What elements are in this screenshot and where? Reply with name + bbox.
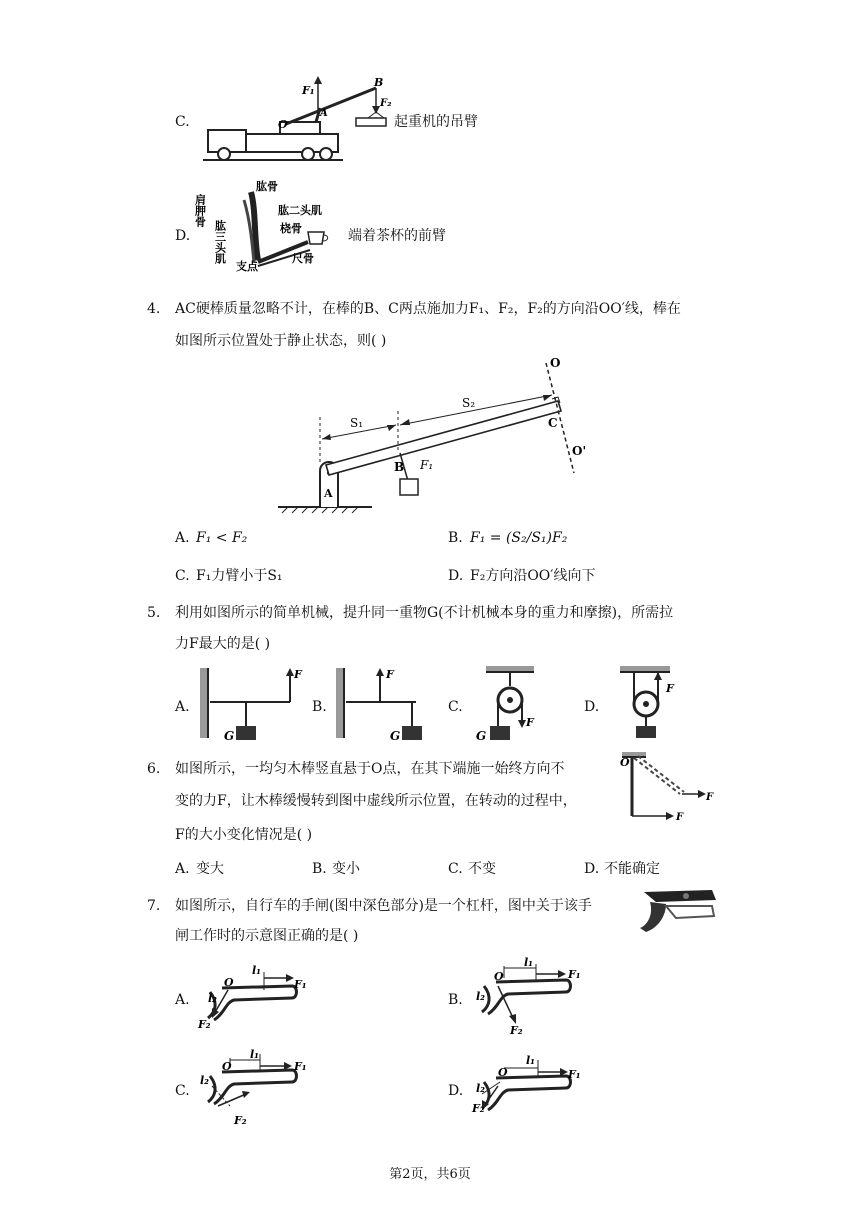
q4-option-a-text: F₁ < F₂ bbox=[196, 530, 248, 546]
crane-figure bbox=[198, 74, 392, 164]
q7-option-b-label: B. bbox=[448, 992, 463, 1008]
q7-option-d-label: D. bbox=[448, 1083, 464, 1099]
q5a-label-g: G bbox=[224, 729, 235, 743]
q5-option-d-label: D. bbox=[584, 699, 600, 715]
arm-label-gongerkuoji: 肱二头肌 bbox=[278, 204, 322, 217]
q3-option-d-text: 端着茶杯的前臂 bbox=[348, 228, 446, 244]
q5-stem-line2: 力F最大的是( ) bbox=[175, 636, 271, 652]
q5-option-b-label: B. bbox=[312, 699, 327, 715]
q5-number: 5. bbox=[147, 605, 161, 621]
q7a-label-l1: l₁ bbox=[252, 964, 261, 977]
arm-label-jianjiagu: 肩胛骨 bbox=[193, 194, 207, 227]
q4-label-s2: S₂ bbox=[462, 396, 476, 410]
q5c-label-f: F bbox=[526, 716, 534, 729]
q7d-label-o: O bbox=[498, 1066, 508, 1079]
q7c-label-o: O bbox=[222, 1060, 232, 1073]
page-footer: 第2页，共6页 bbox=[389, 1167, 471, 1182]
q4-label-o2: O' bbox=[572, 444, 587, 458]
q7b-label-f2: F₂ bbox=[510, 1024, 523, 1037]
q7a-label-f2: F₂ bbox=[198, 1018, 211, 1031]
q5-option-a-label: A. bbox=[175, 699, 190, 715]
q4-option-d-label: D. bbox=[448, 568, 464, 584]
q7a-label-l2: l₂ bbox=[208, 992, 217, 1005]
q5-figure-b bbox=[330, 664, 440, 744]
q6-option-c-text: 不变 bbox=[468, 861, 496, 877]
q7-figure-b bbox=[468, 956, 588, 1036]
q7a-label-o: O bbox=[224, 976, 234, 989]
q3-option-d-label: D. bbox=[175, 228, 191, 244]
q6-option-a-text: 变大 bbox=[196, 861, 224, 877]
q7-option-c-label: C. bbox=[175, 1083, 190, 1099]
q4-number: 4. bbox=[147, 301, 161, 317]
arm-label-zhidian: 支点 bbox=[236, 260, 258, 273]
q4-label-b: B bbox=[394, 460, 405, 474]
crane-label-o: O bbox=[278, 118, 288, 131]
q7d-label-l2: l₂ bbox=[476, 1082, 485, 1095]
q7c-label-f2: F₂ bbox=[234, 1114, 247, 1127]
q4-label-o: O bbox=[550, 356, 561, 370]
q6-option-c-label: C. bbox=[448, 861, 463, 877]
q4-option-c-label: C. bbox=[175, 568, 190, 584]
q4-lever-figure bbox=[276, 355, 596, 515]
crane-label-f2: F₂ bbox=[380, 98, 392, 109]
q5c-label-g: G bbox=[476, 729, 487, 743]
q7-figure-c bbox=[194, 1046, 314, 1126]
q6-stem-line2: 变的力F，让木棒缓慢转到图中虚线所示位置，在转动的过程中， bbox=[175, 793, 577, 809]
arm-label-raogu: 桡骨 bbox=[280, 222, 302, 235]
q4-option-c-text: F₁力臂小于S₁ bbox=[196, 568, 283, 584]
q6-label-f2: F bbox=[676, 812, 684, 823]
q6-option-b-label: B. bbox=[312, 861, 327, 877]
q4-stem-line2: 如图所示位置处于静止状态，则( ) bbox=[175, 333, 387, 349]
q7d-label-f1: F₁ bbox=[568, 1068, 581, 1081]
q6-label-o: O bbox=[620, 756, 630, 769]
q4-stem-line1: AC硬棒质量忽略不计，在棒的B、C两点施加力F₁、F₂，F₂的方向沿OO′线，棒在 bbox=[175, 301, 681, 317]
q7-option-a-label: A. bbox=[175, 992, 190, 1008]
q5d-label-f: F bbox=[666, 682, 674, 695]
q7b-label-l2: l₂ bbox=[476, 990, 485, 1003]
q7-figure-d bbox=[468, 1052, 588, 1122]
arm-label-gonggu: 肱骨 bbox=[256, 180, 278, 193]
q5-figure-a bbox=[194, 664, 304, 744]
q4-option-d-text: F₂方向沿OO′线向下 bbox=[470, 568, 596, 584]
q4-label-f1: F₁ bbox=[420, 458, 434, 472]
q7c-label-l2: l₂ bbox=[200, 1074, 209, 1087]
q7-figure-a bbox=[194, 962, 314, 1032]
q4-label-a: A bbox=[324, 487, 333, 500]
q7c-label-l1: l₁ bbox=[250, 1048, 259, 1061]
q3-option-c-text: 起重机的吊臂 bbox=[394, 114, 478, 130]
q6-stem-line3: F的大小变化情况是( ) bbox=[175, 827, 313, 843]
q4-option-b-text: F₁ = (S₂/S₁)F₂ bbox=[470, 530, 568, 546]
q4-option-a-label: A. bbox=[175, 530, 190, 546]
crane-label-b: B bbox=[374, 76, 384, 89]
q6-option-a-label: A. bbox=[175, 861, 190, 877]
q7d-label-f2: F₂ bbox=[472, 1102, 485, 1115]
q6-label-f1: F bbox=[706, 792, 714, 803]
q5-stem-line1: 利用如图所示的简单机械，提升同一重物G(不计机械本身的重力和摩擦)，所需拉 bbox=[175, 605, 674, 621]
q4-option-b-label: B. bbox=[448, 530, 463, 546]
q6-stem-line1: 如图所示，一均匀木棒竖直悬于O点，在其下端施一始终方向不 bbox=[175, 761, 565, 777]
crane-label-a: A bbox=[320, 108, 328, 119]
arm-label-gongsantouji: 肱三头肌 bbox=[213, 220, 227, 264]
q7-handbrake-photo bbox=[636, 886, 718, 934]
q3-option-c-label: C. bbox=[175, 114, 190, 130]
q7-stem-line2: 闸工作时的示意图正确的是( ) bbox=[175, 928, 359, 944]
crane-label-f1: F₁ bbox=[302, 84, 315, 97]
q6-option-b-text: 变小 bbox=[332, 861, 360, 877]
q4-label-s1: S₁ bbox=[350, 416, 364, 430]
q4-label-c: C bbox=[548, 416, 558, 430]
forearm-figure bbox=[193, 180, 346, 280]
q7b-label-l1: l₁ bbox=[524, 956, 533, 969]
q7b-label-f1: F₁ bbox=[568, 968, 581, 981]
q7-stem-line1: 如图所示，自行车的手闸(图中深色部分)是一个杠杆，图中关于该手 bbox=[175, 898, 592, 914]
q6-option-d-text: 不能确定 bbox=[604, 861, 660, 877]
q7-number: 7. bbox=[147, 898, 161, 914]
q5a-label-f: F bbox=[294, 668, 302, 681]
q7b-label-o: O bbox=[494, 970, 504, 983]
q5b-label-f: F bbox=[386, 668, 394, 681]
q5-option-c-label: C. bbox=[448, 699, 463, 715]
q5-figure-c bbox=[472, 664, 552, 744]
q5b-label-g: G bbox=[390, 729, 401, 743]
q6-number: 6. bbox=[147, 761, 161, 777]
q7c-label-f1: F₁ bbox=[294, 1060, 307, 1073]
q6-rod-figure bbox=[618, 750, 718, 823]
q5-figure-d bbox=[616, 664, 696, 744]
q7a-label-f1: F₁ bbox=[294, 978, 307, 991]
q7d-label-l1: l₁ bbox=[526, 1054, 535, 1067]
q6-option-d-label: D. bbox=[584, 861, 600, 877]
arm-label-chigu: 尺骨 bbox=[292, 252, 314, 265]
